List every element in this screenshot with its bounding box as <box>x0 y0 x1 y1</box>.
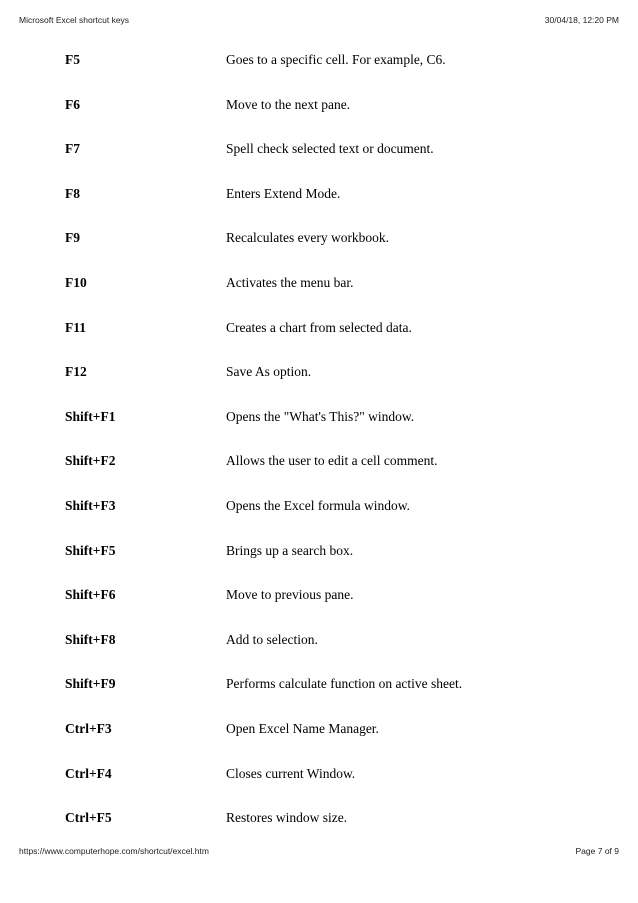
page-number: Page 7 of 9 <box>575 846 619 856</box>
shortcut-description: Enters Extend Mode. <box>226 185 341 201</box>
shortcut-description: Opens the Excel formula window. <box>226 497 410 513</box>
shortcut-key: Ctrl+F5 <box>65 810 112 826</box>
shortcut-key: Ctrl+F4 <box>65 765 112 781</box>
table-row <box>0 497 638 542</box>
table-row <box>0 542 638 587</box>
shortcut-description: Recalculates every workbook. <box>226 230 390 246</box>
table-row <box>0 452 638 497</box>
shortcut-description: Closes current Window. <box>226 765 356 781</box>
shortcut-key: Shift+F6 <box>65 587 116 603</box>
shortcut-description: Allows the user to edit a cell comment. <box>226 453 438 469</box>
table-row <box>0 363 638 408</box>
table-row <box>0 274 638 319</box>
shortcut-description: Save As option. <box>226 364 312 380</box>
shortcut-description: Restores window size. <box>226 810 348 826</box>
shortcut-description: Creates a chart from selected data. <box>226 319 412 335</box>
document-title: Microsoft Excel shortcut keys <box>19 15 130 25</box>
table-row <box>0 720 638 765</box>
table-row <box>0 51 638 96</box>
table-row <box>0 229 638 274</box>
source-url[interactable]: https://www.computerhope.com/shortcut/excel.htm <box>19 846 209 856</box>
shortcut-description: Goes to a specific cell. For example, C6. <box>226 52 446 67</box>
table-row <box>0 408 638 453</box>
shortcut-description: Activates the menu bar. <box>226 274 354 290</box>
table-row <box>0 586 638 631</box>
table-row <box>0 675 638 720</box>
shortcut-description: Performs calculate function on active sheet. <box>226 676 463 692</box>
table-row <box>0 185 638 230</box>
table-row <box>0 319 638 364</box>
shortcut-key: Shift+F2 <box>65 453 116 469</box>
table-row <box>0 631 638 676</box>
shortcut-key: F9 <box>65 230 80 246</box>
shortcut-description: Add to selection. <box>226 631 318 647</box>
shortcut-key: Ctrl+F3 <box>65 720 112 736</box>
shortcut-description: Opens the "What's This?" window. <box>226 408 415 424</box>
shortcut-key: Shift+F1 <box>65 408 116 424</box>
shortcut-key: F6 <box>65 96 80 112</box>
shortcut-key: Shift+F8 <box>65 631 116 647</box>
shortcut-description: Spell check selected text or document. <box>226 141 434 157</box>
table-row <box>0 140 638 185</box>
shortcut-key: F5 <box>65 52 80 67</box>
shortcut-description: Move to the next pane. <box>226 96 351 112</box>
shortcut-key: Shift+F9 <box>65 676 116 692</box>
shortcut-key: F11 <box>65 319 87 335</box>
shortcut-key: F8 <box>65 185 80 201</box>
shortcut-description: Open Excel Name Manager. <box>226 720 379 736</box>
shortcut-table <box>0 51 638 854</box>
shortcut-key: F10 <box>65 274 87 290</box>
shortcut-key: Shift+F5 <box>65 542 116 558</box>
shortcut-key: F7 <box>65 141 80 157</box>
shortcut-key: F12 <box>65 364 87 380</box>
shortcut-key: Shift+F3 <box>65 497 116 513</box>
table-row <box>0 96 638 141</box>
print-datetime: 30/04/18, 12:20 PM <box>544 15 619 25</box>
table-row <box>0 765 638 810</box>
shortcut-description: Brings up a search box. <box>226 542 354 558</box>
shortcut-description: Move to previous pane. <box>226 587 354 603</box>
